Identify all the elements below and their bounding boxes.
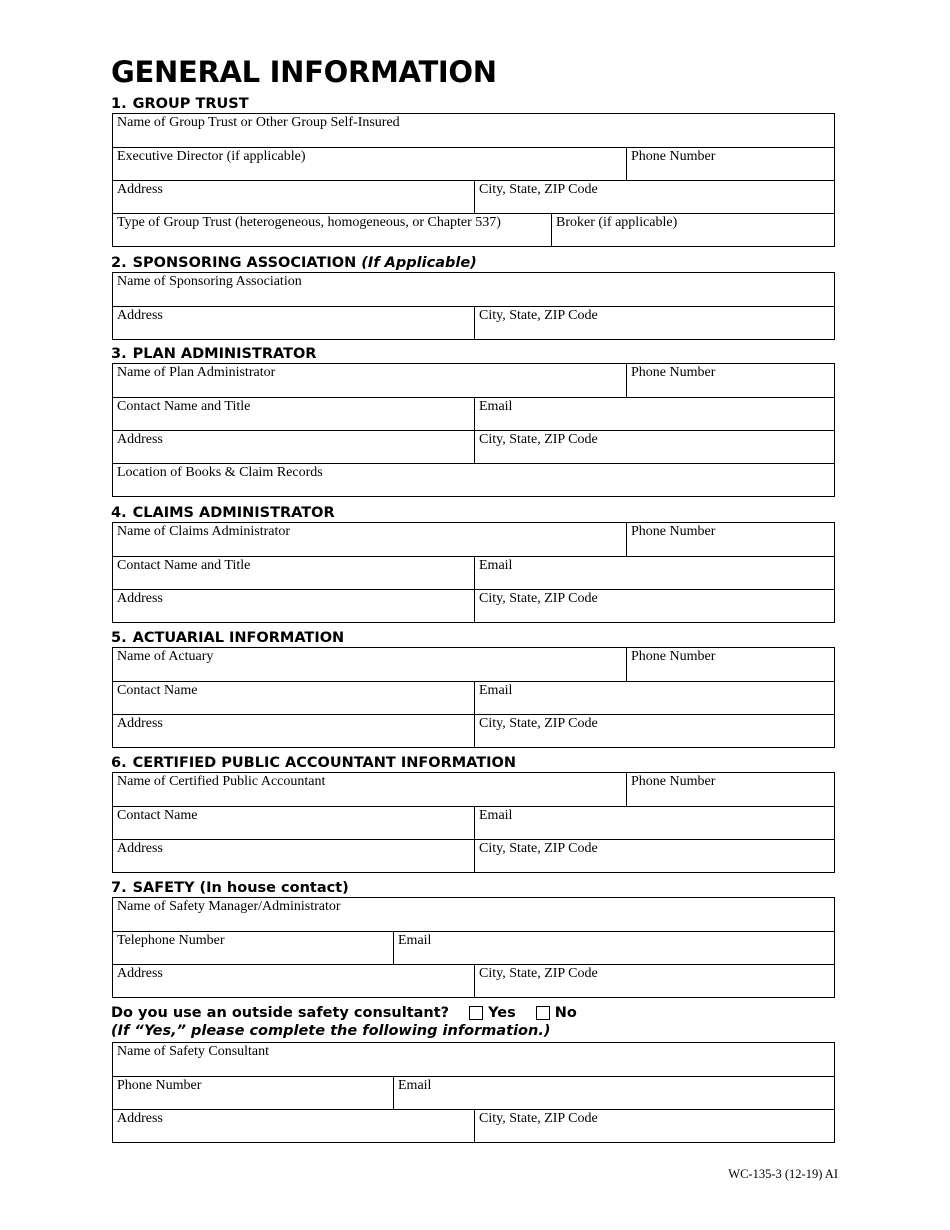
executive-director-field[interactable]: Executive Director (if applicable) xyxy=(117,149,306,164)
address-field[interactable]: Address xyxy=(117,591,163,606)
yes-label: Yes xyxy=(488,1005,516,1021)
safety-table xyxy=(112,897,835,998)
form-row xyxy=(113,1076,834,1109)
email-field[interactable]: Email xyxy=(474,682,834,714)
broker-field[interactable]: Broker (if applicable) xyxy=(551,214,834,246)
address-field[interactable]: Address xyxy=(117,841,163,856)
group-trust-name-field[interactable]: Name of Group Trust or Other Group Self-Insured xyxy=(117,115,400,130)
safety-consultant-table xyxy=(112,1042,835,1143)
claims-administrator-table xyxy=(112,522,835,623)
city-state-zip-field[interactable]: City, State, ZIP Code xyxy=(474,590,834,622)
city-state-zip-field[interactable]: City, State, ZIP Code xyxy=(474,840,834,872)
safety-consultant-name-field[interactable]: Name of Safety Consultant xyxy=(117,1044,270,1059)
phone-number-field[interactable]: Phone Number xyxy=(626,523,834,556)
contact-name-title-field[interactable]: Contact Name and Title xyxy=(117,399,251,414)
form-id: WC-135-3 (12-19) AI xyxy=(728,1167,838,1181)
cpa-table xyxy=(112,772,835,873)
email-field[interactable]: Email xyxy=(393,932,834,964)
address-field[interactable]: Address xyxy=(117,1111,163,1126)
address-field[interactable]: Address xyxy=(117,432,163,447)
form-row xyxy=(113,898,834,931)
address-field[interactable]: Address xyxy=(117,716,163,731)
form-row xyxy=(113,806,834,839)
form-row xyxy=(113,273,834,306)
books-records-location-field[interactable]: Location of Books & Claim Records xyxy=(117,465,323,480)
email-field[interactable]: Email xyxy=(474,398,834,430)
form-row xyxy=(113,523,834,556)
email-field[interactable]: Email xyxy=(393,1077,834,1109)
contact-name-field[interactable]: Contact Name xyxy=(117,808,198,823)
section-2-heading: 2. SPONSORING ASSOCIATION (If Applicable) xyxy=(111,255,477,271)
form-row xyxy=(113,648,834,681)
phone-number-field[interactable]: Phone Number xyxy=(626,773,834,806)
form-row xyxy=(113,306,834,339)
sponsoring-association-name-field[interactable]: Name of Sponsoring Association xyxy=(117,274,302,289)
contact-name-field[interactable]: Contact Name xyxy=(117,683,198,698)
form-row xyxy=(113,681,834,714)
form-row xyxy=(113,931,834,964)
form-row xyxy=(113,964,834,997)
email-field[interactable]: Email xyxy=(474,557,834,589)
sponsoring-association-table xyxy=(112,272,835,340)
contact-name-title-field[interactable]: Contact Name and Title xyxy=(117,558,251,573)
telephone-number-field[interactable]: Telephone Number xyxy=(117,933,225,948)
actuary-name-field[interactable]: Name of Actuary xyxy=(117,649,214,664)
form-row xyxy=(113,213,834,246)
city-state-zip-field[interactable]: City, State, ZIP Code xyxy=(474,431,834,463)
form-row xyxy=(113,839,834,872)
phone-number-field[interactable]: Phone Number xyxy=(626,148,834,180)
safety-manager-name-field[interactable]: Name of Safety Manager/Administrator xyxy=(117,899,341,914)
no-label: No xyxy=(554,1005,577,1021)
page-title: GENERAL INFORMATION xyxy=(111,55,497,89)
plan-administrator-name-field[interactable]: Name of Plan Administrator xyxy=(117,365,276,380)
address-field[interactable]: Address xyxy=(117,308,163,323)
form-row xyxy=(113,180,834,213)
plan-administrator-table xyxy=(112,363,835,497)
section-3-heading: 3. PLAN ADMINISTRATOR xyxy=(111,346,317,362)
safety-consultant-question: Do you use an outside safety consultant? Yes No xyxy=(111,1005,577,1021)
address-field[interactable]: Address xyxy=(117,182,163,197)
city-state-zip-field[interactable]: City, State, ZIP Code xyxy=(474,307,834,339)
consultant-note: (If “Yes,” please complete the following information.) xyxy=(111,1023,551,1039)
form-row xyxy=(113,556,834,589)
form-row xyxy=(113,364,834,397)
group-trust-table xyxy=(112,113,835,247)
form-row xyxy=(113,397,834,430)
email-field[interactable]: Email xyxy=(474,807,834,839)
phone-number-field[interactable]: Phone Number xyxy=(626,364,834,397)
city-state-zip-field[interactable]: City, State, ZIP Code xyxy=(474,181,834,213)
section-6-heading: 6. CERTIFIED PUBLIC ACCOUNTANT INFORMATION xyxy=(111,755,517,771)
no-checkbox[interactable] xyxy=(536,1006,550,1020)
section-1-heading: 1. GROUP TRUST xyxy=(111,96,249,112)
address-field[interactable]: Address xyxy=(117,966,163,981)
section-5-heading: 5. ACTUARIAL INFORMATION xyxy=(111,630,345,646)
city-state-zip-field[interactable]: City, State, ZIP Code xyxy=(474,1110,834,1142)
yes-option[interactable] xyxy=(469,1004,516,1022)
actuarial-table xyxy=(112,647,835,748)
form-row xyxy=(113,114,834,147)
cpa-name-field[interactable]: Name of Certified Public Accountant xyxy=(117,774,326,789)
city-state-zip-field[interactable]: City, State, ZIP Code xyxy=(474,965,834,997)
form-row xyxy=(113,147,834,180)
form-row xyxy=(113,463,834,496)
form-row xyxy=(113,1043,834,1076)
form-row xyxy=(113,430,834,463)
form-row xyxy=(113,773,834,806)
yes-checkbox[interactable] xyxy=(469,1006,483,1020)
form-row xyxy=(113,589,834,622)
section-7-heading: 7. SAFETY (In house contact) xyxy=(111,880,349,896)
form-row xyxy=(113,714,834,747)
city-state-zip-field[interactable]: City, State, ZIP Code xyxy=(474,715,834,747)
form-row xyxy=(113,1109,834,1142)
phone-number-field[interactable]: Phone Number xyxy=(117,1078,202,1093)
claims-administrator-name-field[interactable]: Name of Claims Administrator xyxy=(117,524,291,539)
section-4-heading: 4. CLAIMS ADMINISTRATOR xyxy=(111,505,335,521)
phone-number-field[interactable]: Phone Number xyxy=(626,648,834,681)
group-trust-type-field[interactable]: Type of Group Trust (heterogeneous, homogeneous, or Chapter 537) xyxy=(117,215,501,230)
no-option[interactable] xyxy=(536,1004,577,1022)
